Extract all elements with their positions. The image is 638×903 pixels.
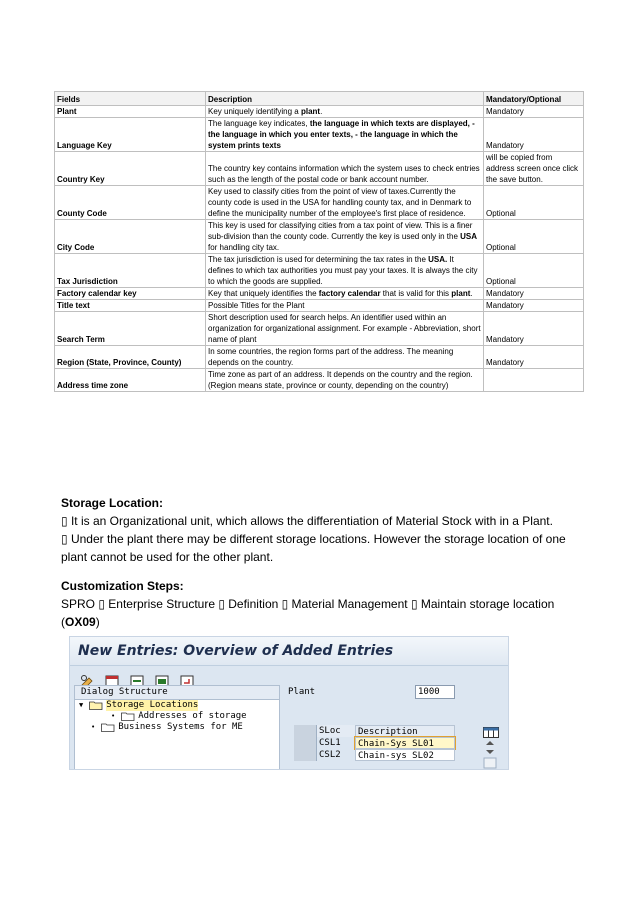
field-requirement: Mandatory [484, 346, 584, 369]
description-segment: factory calendar [318, 289, 381, 298]
description-segment: This key is used for classifying cities from a tax point of view. This is a finer sub-division than the county code. Currently the key is used only in the [208, 221, 473, 241]
field-name: County Code [55, 186, 206, 220]
description-segment: Key uniquely identifying a [208, 107, 301, 116]
description-segment: for handling city tax. [208, 243, 280, 252]
table-row [55, 346, 584, 369]
column-description[interactable]: Description [355, 725, 455, 737]
table-row [55, 220, 584, 254]
storage-location-grid [294, 725, 504, 761]
field-description [206, 220, 484, 254]
fields-table [54, 91, 584, 392]
open-folder-icon [89, 701, 103, 710]
sloc-cell[interactable]: CSL2 [319, 750, 341, 760]
description-segment: that is valid for this [380, 289, 452, 298]
dialog-structure-tree [74, 685, 280, 770]
description-segment: It defines to which tax authorities you must pay your taxes. It is always the city to which the goods are supplied. [208, 255, 478, 286]
path-text: SPRO ▯ Enterprise Structure ▯ Definition ▯ Material Management ▯ Maintain storage location ( [61, 597, 555, 629]
field-description [206, 288, 484, 300]
storage-point-1: ▯ It is an Organizational unit, which allows the differentiation of Material Stock with in a Plant. [61, 514, 553, 528]
tree-header: Dialog Structure [75, 686, 279, 700]
select-all-cell[interactable] [294, 725, 317, 737]
column-sloc[interactable]: SLoc [317, 725, 355, 737]
storage-location-section [61, 494, 581, 566]
table-row [55, 369, 584, 392]
customization-path [61, 595, 581, 631]
storage-point-2: ▯ Under the plant there may be different storage locations. However the storage location of one plant cannot be used for the other plant. [61, 532, 566, 564]
sloc-cell[interactable]: CSL1 [319, 738, 341, 748]
field-description [206, 369, 484, 392]
description-segment: The country key contains information which the system uses to check entries such as the length of the postal code or bank account number. [208, 164, 480, 184]
description-cell[interactable]: Chain-sys SL02 [355, 749, 455, 761]
table-row [294, 737, 504, 749]
bullet-icon: • [111, 712, 116, 720]
field-requirement: Mandatory [484, 312, 584, 346]
field-description [206, 106, 484, 118]
description-segment: USA. [428, 255, 448, 264]
tree-item-storage-locations[interactable] [75, 700, 279, 711]
table-row [294, 749, 504, 761]
folder-icon [101, 723, 115, 732]
description-segment: In some countries, the region forms part of the address. The meaning depends on the country. [208, 347, 454, 367]
description-segment: Time zone as part of an address. It depends on the country and the region. (Region means state, province or county, depending on the country) [208, 370, 473, 390]
field-description [206, 152, 484, 186]
tree-label: Addresses of storage [138, 711, 247, 721]
description-cell[interactable]: Chain-Sys SL01 [355, 737, 455, 749]
table-row [55, 300, 584, 312]
table-settings-icon[interactable] [483, 725, 499, 736]
storage-heading: Storage Location: [61, 496, 164, 510]
description-segment: plant [300, 107, 321, 116]
field-requirement: Mandatory [484, 288, 584, 300]
field-description [206, 300, 484, 312]
field-name: Factory calendar key [55, 288, 206, 300]
tree-item-addresses[interactable] [75, 711, 279, 722]
field-name: Region (State, Province, County) [55, 346, 206, 369]
field-name: City Code [55, 220, 206, 254]
field-requirement: Optional [484, 186, 584, 220]
table-row [55, 118, 584, 152]
field-requirement: Optional [484, 220, 584, 254]
field-name: Address time zone [55, 369, 206, 392]
description-segment: Key that uniquely identifies the [208, 289, 319, 298]
description-segment: The language key indicates, [208, 119, 310, 128]
field-requirement: will be copied from address screen once click the save button. [484, 152, 584, 186]
field-name: Tax Jurisdiction [55, 254, 206, 288]
description-segment: Possible Titles for the Plant [208, 301, 305, 310]
field-requirement: Optional [484, 254, 584, 288]
field-name: Language Key [55, 118, 206, 152]
transaction-code: OX09 [65, 615, 96, 629]
grid-header [294, 725, 504, 737]
path-close: ) [95, 615, 100, 629]
table-row [55, 288, 584, 300]
table-row [55, 106, 584, 118]
table-row [55, 152, 584, 186]
table-row [55, 254, 584, 288]
field-requirement: Mandatory [484, 106, 584, 118]
description-segment: . [320, 107, 323, 116]
sap-title: New Entries: Overview of Added Entries [70, 637, 508, 666]
row-selector[interactable] [294, 749, 317, 761]
tree-label: Business Systems for ME [118, 722, 243, 732]
description-segment: . [470, 289, 473, 298]
field-name: Title text [55, 300, 206, 312]
tree-label: Storage Locations [106, 700, 199, 710]
plant-field[interactable]: 1000 [415, 685, 455, 699]
table-row [55, 186, 584, 220]
tree-item-business-systems[interactable] [75, 722, 279, 733]
field-description [206, 254, 484, 288]
header-mandatory-optional: Mandatory/Optional [484, 92, 584, 106]
field-description [206, 118, 484, 152]
field-requirement: Mandatory [484, 300, 584, 312]
description-segment: Short description used for search helps. An identifier used within an organization for organizational assignment. For example - Abbreviation, short name of plant [208, 313, 481, 344]
field-name: Search Term [55, 312, 206, 346]
field-description [206, 186, 484, 220]
field-description [206, 312, 484, 346]
customization-section [61, 577, 581, 631]
description-segment: the language in which texts are displayed, - the language in which you enter texts, - the language in which the system prints texts [208, 119, 475, 150]
table-header-row [55, 92, 584, 106]
field-description [206, 346, 484, 369]
description-segment: The tax jurisdiction is used for determining the tax rates in the [208, 255, 429, 264]
plant-label: Plant [288, 687, 316, 697]
customization-heading: Customization Steps: [61, 579, 184, 593]
folder-icon [121, 712, 135, 721]
description-segment: plant [451, 289, 471, 298]
header-fields: Fields [55, 92, 206, 106]
description-segment: USA [460, 232, 478, 241]
grid-scrollbar[interactable] [483, 739, 497, 769]
description-segment: Key used to classify cities from the point of view of taxes.Currently the county code is used in the USA for handling county tax, and in Denmark to define the municipality number of the employee's first place of residence. [208, 187, 472, 218]
field-requirement [484, 369, 584, 392]
expand-arrow-icon[interactable]: ▼ [79, 701, 84, 709]
field-requirement: Mandatory [484, 118, 584, 152]
sap-screenshot [69, 636, 509, 770]
table-row [55, 312, 584, 346]
bullet-icon: • [91, 723, 96, 731]
header-description: Description [206, 92, 484, 106]
field-name: Country Key [55, 152, 206, 186]
field-name: Plant [55, 106, 206, 118]
row-selector[interactable] [294, 737, 317, 749]
